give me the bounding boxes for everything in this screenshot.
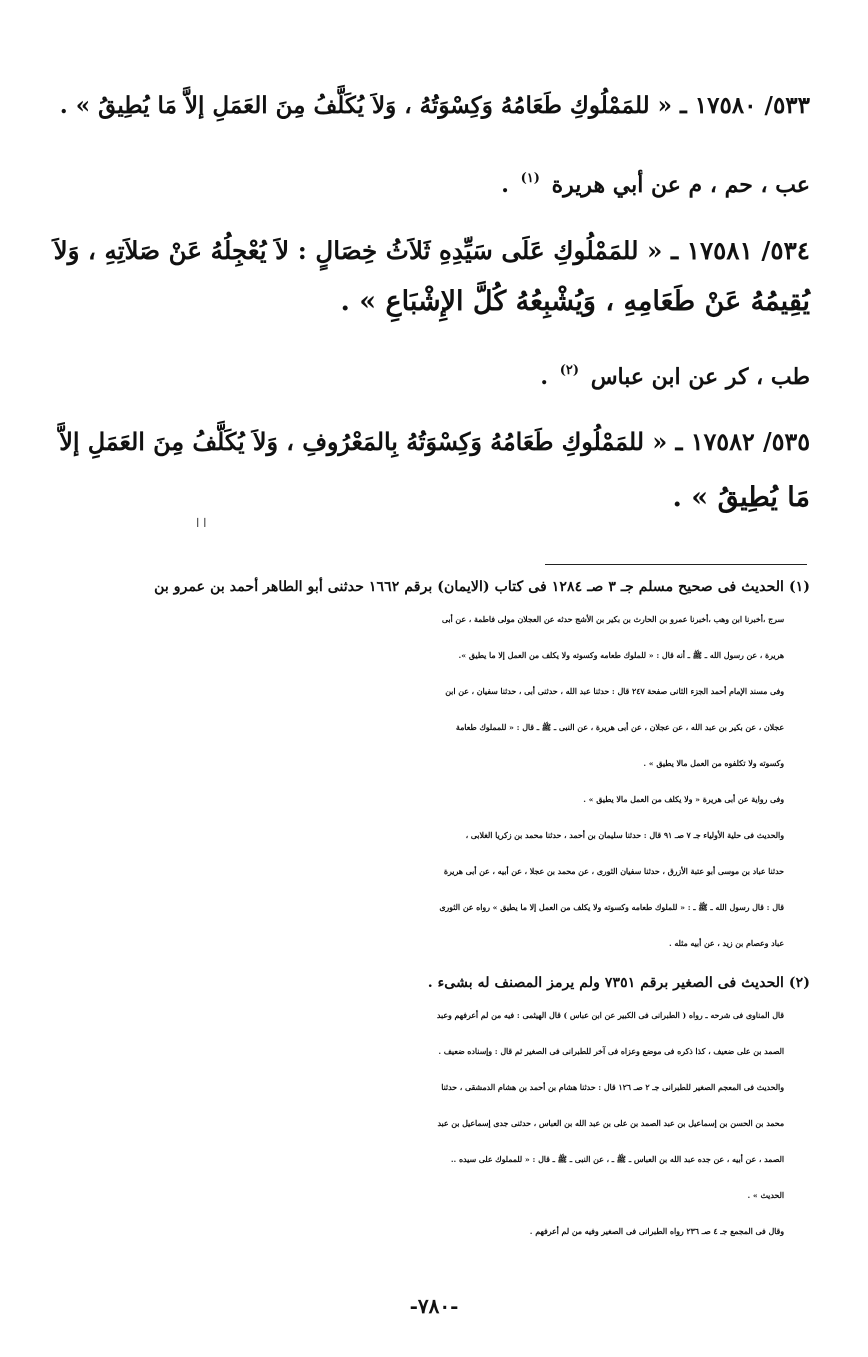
footnote-line: قال المناوى فى شرحه ـ رواه ( الطبرانى فى الكبير عن ابن عباس ) قال الهيثمى : فيه من لم أعرفهم وعبد (436, 1011, 784, 1020)
footnote-line: هريرة ، عن رسول الله ـ ﷺ ـ أنه قال : « للملوك طعامه وكسوته ولا يكلف من العمل إلا ما يطيق ». (458, 651, 784, 660)
footnote-line: وكسوته ولا تكلفوه من العمل مالا يطيق » . (643, 759, 784, 768)
hadith-534-line-2: يُقِيمُهُ عَنْ طَعَامِهِ ، وَيُشْبِعُهُ كُلَّ الإِشْبَاعِ » . (340, 286, 810, 317)
hadith-533-line: ٥٣٣/ ١٧٥٨٠ ـ « للمَمْلُوكِ طَعَامُهُ وَكِسْوَتُهُ ، وَلاَ يُكَلَّفُ مِنَ العَمَلِ إلاَّ مَا يُطِيقُ » . (59, 92, 810, 119)
footnote-line: عجلان ، عن بكير بن عبد الله ، عن عجلان ، عن أبى هريرة ، عن النبى ـ ﷺ ـ قال : « للمملوك طعامة (455, 723, 784, 732)
hadith-535-line-1: ٥٣٥/ ١٧٥٨٢ ـ « للمَمْلُوكِ طَعَامُهُ وَكِسْوَتُهُ بِالمَعْرُوفِ ، وَلاَ يُكَلَّفُ مِنَ العَمَلِ إلاَّ (59, 428, 810, 456)
footnote-line: الصمد ، عن أبيه ، عن جده عبد الله بن العباس ـ ﷺ ـ ، عن النبى ـ ﷺ ـ قال : « للمملوك على سيده .. (450, 1155, 784, 1164)
page-number: -٧٨٠- (409, 1294, 459, 1318)
scan-specks: ا ا (196, 516, 207, 530)
hadith-534-source: طب ، كر عن ابن عباس $^{(٢)}$ . (540, 363, 810, 390)
source-text: طب ، كر عن ابن عباس (590, 364, 810, 390)
source-text: عب ، حم ، م عن أبي هريرة (551, 172, 810, 198)
footnote-line: والحديث فى حلية الأولياء جـ ٧ صـ ٩١ قال : حدثنا سليمان بن أحمد ، حدثنا محمد بن زكريا الغلابى ، (465, 831, 784, 840)
footnote-line: وقال فى المجمع جـ ٤ صـ ٢٣٦ رواه الطبرانى فى الصغير وفيه من لم أعرفهم . (529, 1227, 784, 1236)
footnote-line: وفى رواية عن أبى هريرة « ولا يكلف من العمل مالا يطيق » . (583, 795, 784, 804)
footnote-line: محمد بن الحسن بن إسماعيل بن عبد الصمد بن على بن عبد الله بن العباس ، حدثنى جدى إسماعيل بن عبد (437, 1119, 784, 1128)
hadith-534-line-1: ٥٣٤/ ١٧٥٨١ ـ « للمَمْلُوكِ عَلَى سَيِّدِهِ ثَلاَثُ خِصَالٍ : لاَ يُعْجِلُهُ عَنْ صَلاَتِهِ ، وَلاَ (53, 236, 810, 265)
footnote-line: والحديث فى المعجم الصغير للطبرانى جـ ٢ صـ ١٢٦ قال : حدثنا هشام بن أحمد بن هشام الدمشقى ، حدثنا (441, 1083, 784, 1092)
footnote-divider (545, 564, 807, 565)
footnote-line: حدثنا عباد بن موسى أبو عتبة الأزرق ، حدثنا سفيان الثورى ، عن محمد بن عجلا ، عن أبيه ، عن أبى هريرة (443, 867, 784, 876)
footnote-line: سرج ،أخبرنا ابن وهب ،أخبرنا عمرو بن الحارث بن بكير بن الأشج حدثه عن العجلان مولى فاطمة ، عن أبى (441, 615, 784, 624)
footnote-line: (١) الحديث فى صحيح مسلم جـ ٣ صـ ١٢٨٤ فى كتاب (الايمان) برقم ١٦٦٢ حدثنى أبو الطاهر أحمد بن عمرو بن (154, 579, 810, 595)
hadith-533-source: عب ، حم ، م عن أبي هريرة $^{(١)}$ . (501, 171, 810, 198)
footnote-line: وفى مسند الإمام أحمد الجزء الثانى صفحة ٢٤٧ قال : حدثنا عبد الله ، حدثنى أبى ، حدثنا سفيان ، عن ابن (445, 687, 784, 696)
footnote-ref-1: (١) (520, 171, 540, 186)
footnote-line: عباد وعصام بن زيد ، عن أبيه مثله . (668, 939, 784, 948)
footnote-ref-2: (٢) (559, 363, 580, 378)
footnote-line: (٢) الحديث فى الصغير برقم ٧٣٥١ ولم يرمز المصنف له بشىء . (427, 975, 810, 991)
footnote-line: قال : قال رسول الله ـ ﷺ ـ : « للملوك طعامه وكسوته ولا يكلف من العمل إلا ما يطيق » رواه عن الثورى (439, 903, 784, 912)
footnote-line: الحديث » . (747, 1191, 784, 1200)
footnote-line: الصمد بن على ضعيف ، كذا ذكره فى موضع وعزاه فى آخر للطبرانى فى الصغير ثم قال : وإسناده ضعيف . (438, 1047, 784, 1056)
hadith-535-line-2: مَا يُطِيقُ » . (672, 482, 810, 513)
